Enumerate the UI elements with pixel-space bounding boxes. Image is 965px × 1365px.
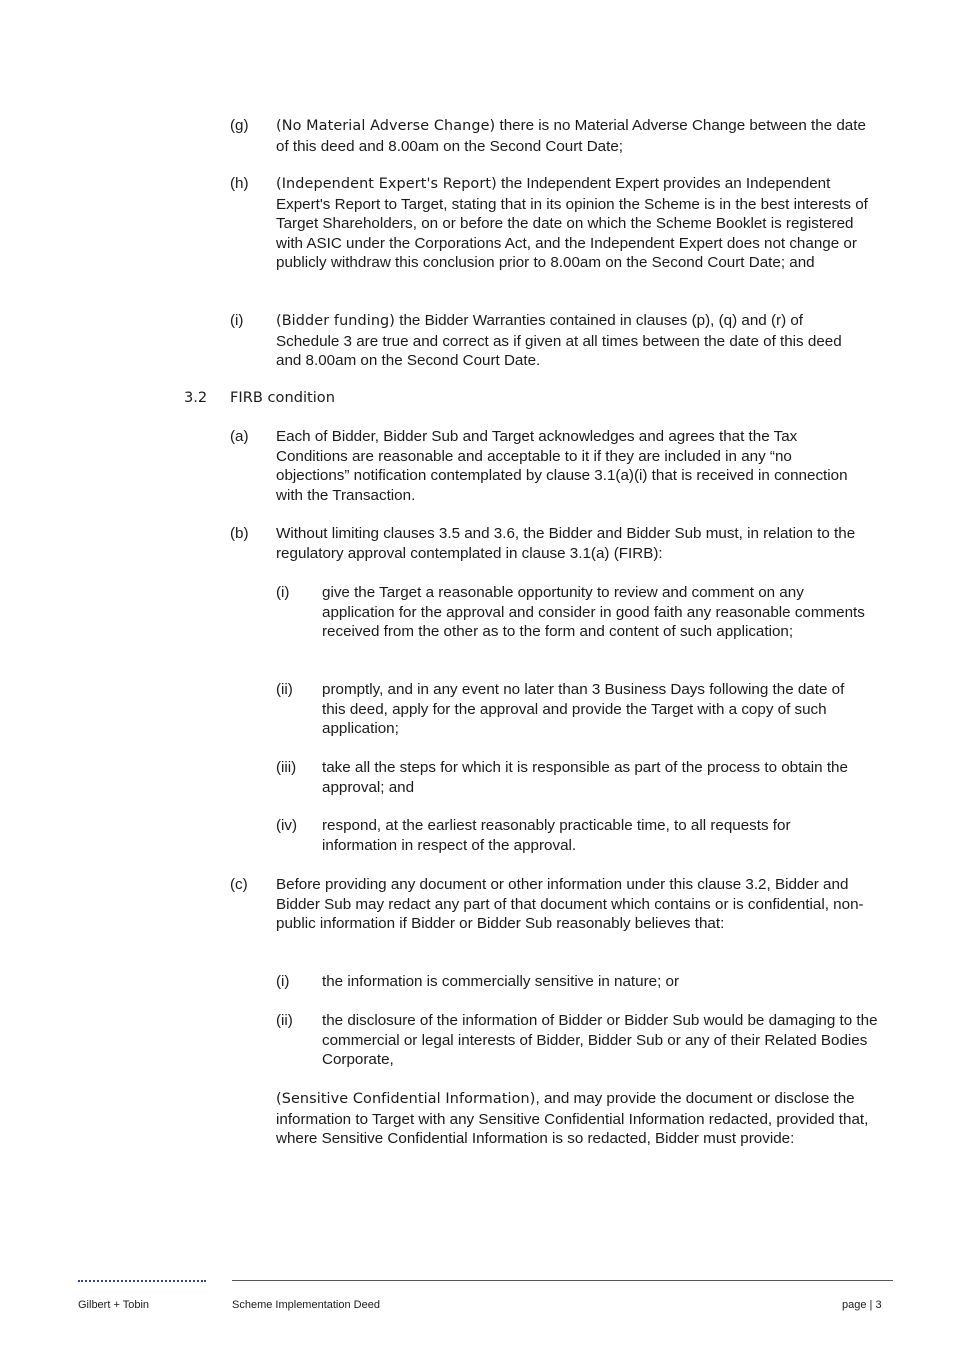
clause-text <box>276 116 876 156</box>
clause-label: (b) <box>230 525 249 542</box>
paragraph-body: , and may provide the document or disclose the information to Target with any Sensitive Confidential Information redacted, provided that, where Sensitive Confidential Information is so redacted, Bidder must provide: <box>276 1090 869 1147</box>
subclause-label: (ii) <box>276 681 293 698</box>
clause-label: (a) <box>230 428 249 445</box>
section-number: 3.2 <box>184 389 208 406</box>
subclause-label: (ii) <box>276 1012 293 1029</box>
subclause-label: (iii) <box>276 759 297 776</box>
defined-term: (Bidder funding) <box>276 313 396 329</box>
clause-body: the Independent Expert provides an Independent Expert's Report to Target, stating that in its opinion the Scheme is in the best interests of Target Shareholders, on or before the date on which the Scheme Booklet is registered with ASIC under the Corporations Act, and the Independent Expert does not change or publicly withdraw this conclusion prior to 8.00am on the Second Court Date; and <box>276 175 868 271</box>
subclause-text: the disclosure of the information of Bidder or Bidder Sub would be damaging to the commercial or legal interests of Bidder, Bidder Sub or any of their Related Bodies Corporate, <box>322 1012 878 1068</box>
defined-term: (No Material Adverse Change) <box>276 118 496 134</box>
footer-rule <box>232 1280 893 1281</box>
clause-label: (c) <box>230 876 248 893</box>
footer-document-title: Scheme Implementation Deed <box>232 1299 380 1311</box>
clause-text <box>276 311 866 371</box>
clause-text <box>276 174 876 273</box>
clause-body: there is no Material Adverse Change between the date of this deed and 8.00am on the Second Court Date; <box>276 117 866 155</box>
subclause-text: give the Target a reasonable opportunity to review and comment on any application for the approval and consider in good faith any reasonable comments received from the other as to the form and content of such application; <box>322 584 865 640</box>
subclause-text: take all the steps for which it is responsible as part of the process to obtain the approval; and <box>322 759 848 796</box>
clause-text: Before providing any document or other information under this clause 3.2, Bidder and Bidder Sub may redact any part of that document which contains or is confidential, non-public information if Bidder or Bidder Sub reasonably believes that: <box>276 876 864 932</box>
sensitive-info-paragraph <box>276 1089 878 1149</box>
footer-page-number: page | 3 <box>842 1299 882 1311</box>
clause-label: (i) <box>230 312 244 329</box>
footer-firm-name: Gilbert + Tobin <box>78 1299 150 1311</box>
subclause-label: (i) <box>276 584 290 601</box>
clause-label: (g) <box>230 117 249 134</box>
subclause-text: respond, at the earliest reasonably practicable time, to all requests for information in respect of the approval. <box>322 817 791 854</box>
footer-dotted-rule <box>78 1280 206 1282</box>
subclause-text: promptly, and in any event no later than 3 Business Days following the date of this deed, apply for the approval and provide the Target with a copy of such application; <box>322 681 845 737</box>
subclause-label: (i) <box>276 973 290 990</box>
defined-term: (Sensitive Confidential Information) <box>276 1091 536 1107</box>
subclause-label: (iv) <box>276 817 298 834</box>
clause-text: Each of Bidder, Bidder Sub and Target acknowledges and agrees that the Tax Conditions are reasonable and acceptable to it if they are included in any “no objections” notification contemplated by clause 3.1(a)(i) that is received in connection with the Transaction. <box>276 428 848 504</box>
section-title: FIRB condition <box>230 389 335 406</box>
clause-text: Without limiting clauses 3.5 and 3.6, the Bidder and Bidder Sub must, in relation to the regulatory approval contemplated in clause 3.1(a) (FIRB): <box>276 525 856 562</box>
clause-label: (h) <box>230 175 249 192</box>
subclause-text: the information is commercially sensitive in nature; or <box>322 973 680 990</box>
defined-term: (Independent Expert's Report) <box>276 176 497 192</box>
clause-body: the Bidder Warranties contained in clauses (p), (q) and (r) of Schedule 3 are true and correct as if given at all times between the date of this deed and 8.00am on the Second Court Date. <box>276 312 842 369</box>
